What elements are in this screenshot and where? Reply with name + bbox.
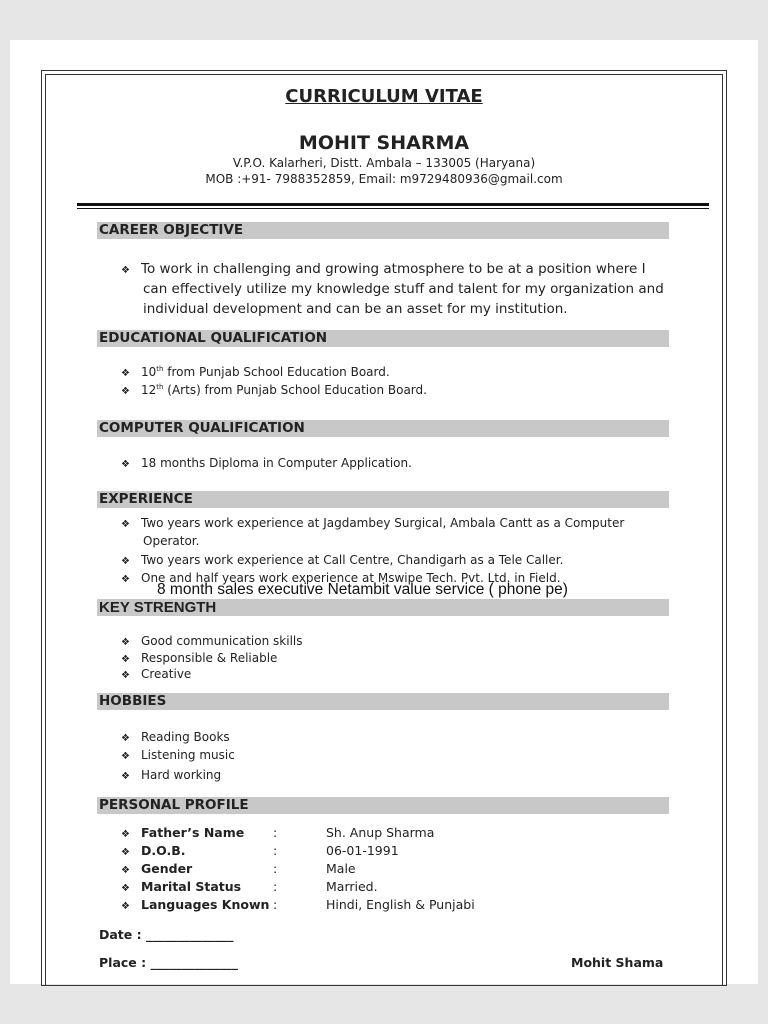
bullet-icon: ❖ [121, 829, 130, 840]
signature-name: Mohit Shama [571, 955, 664, 970]
bullet-icon: ❖ [121, 751, 130, 762]
profile-label-gender: ❖ Gender [121, 861, 193, 876]
profile-value-father: Sh. Anup Sharma [326, 825, 435, 840]
cv-page [10, 40, 758, 984]
education-item-1: ❖ 10th from Punjab School Education Board. [121, 365, 390, 379]
profile-colon: : [273, 825, 278, 840]
strength-item-1: ❖ Good communication skills [121, 634, 303, 648]
bullet-icon: ❖ [121, 556, 130, 567]
bullet-icon: ❖ [121, 654, 130, 665]
bullet-icon: ❖ [121, 368, 130, 379]
profile-colon: : [273, 897, 278, 912]
career-line-2: can effectively utilize my knowledge stuff and talent for my organization and [143, 281, 664, 297]
career-line-3: individual development and can be an asset for my institution. [143, 301, 568, 317]
bullet-icon: ❖ [121, 883, 130, 894]
section-computer: COMPUTER QUALIFICATION [97, 420, 669, 437]
contact-line: MOB :+91- 7988352859, Email: m9729480936@gmail.com [205, 172, 563, 186]
profile-value-dob: 06-01-1991 [326, 843, 399, 858]
bullet-icon: ❖ [121, 901, 130, 912]
section-education: EDUCATIONAL QUALIFICATION [97, 330, 669, 347]
place-line: Place : ______________ [99, 955, 238, 970]
bullet-icon: ❖ [121, 847, 130, 858]
profile-value-languages: Hindi, English & Punjabi [326, 897, 475, 912]
profile-value-gender: Male [326, 861, 356, 876]
experience-item-3: ❖ One and half years work experience at Mswipe Tech. Pvt. Ltd. in Field. [121, 571, 561, 585]
section-career-objective: CAREER OBJECTIVE [97, 222, 669, 239]
experience-item-1-cont: Operator. [143, 534, 200, 548]
bullet-icon: ❖ [121, 459, 130, 470]
bullet-icon: ❖ [121, 771, 130, 782]
bullet-icon: ❖ [121, 265, 130, 276]
bullet-icon: ❖ [121, 865, 130, 876]
bullet-icon: ❖ [121, 637, 130, 648]
profile-value-marital: Married. [326, 879, 378, 894]
strength-item-3: ❖ Creative [121, 667, 192, 681]
hobby-item-2: ❖ Listening music [121, 748, 235, 762]
profile-label-marital: ❖ Marital Status [121, 879, 242, 894]
profile-label-dob: ❖ D.O.B. [121, 843, 186, 858]
document-title: CURRICULUM VITAE [285, 86, 483, 107]
profile-colon: : [273, 843, 278, 858]
hobby-item-1: ❖ Reading Books [121, 730, 230, 744]
bullet-icon: ❖ [121, 386, 130, 397]
hobby-item-3: ❖ Hard working [121, 768, 222, 782]
section-key-strength: KEY STRENGTH [97, 599, 669, 616]
bullet-icon: ❖ [121, 670, 130, 681]
career-line-1: ❖ To work in challenging and growing atmosphere to be at a position where I [121, 261, 646, 277]
header-rule-thin [77, 208, 709, 209]
education-item-2: ❖ 12th (Arts) from Punjab School Education Board. [121, 383, 427, 397]
profile-label-languages: ❖ Languages Known [121, 897, 270, 912]
strength-item-2: ❖ Responsible & Reliable [121, 651, 278, 665]
candidate-name: MOHIT SHARMA [298, 132, 470, 154]
bullet-icon: ❖ [121, 733, 130, 744]
profile-colon: : [273, 879, 278, 894]
section-experience: EXPERIENCE [97, 491, 669, 508]
address-line: V.P.O. Kalarheri, Distt. Ambala – 133005 (Haryana) [232, 156, 536, 170]
section-personal-profile: PERSONAL PROFILE [97, 797, 669, 814]
experience-item-1: ❖ Two years work experience at Jagdambey Surgical, Ambala Cantt as a Computer [121, 516, 625, 530]
experience-item-2: ❖ Two years work experience at Call Centre, Chandigarh as a Tele Caller. [121, 553, 564, 567]
section-hobbies: HOBBIES [97, 693, 669, 710]
header-rule-thick [77, 203, 709, 206]
profile-label-father: ❖ Father’s Name [121, 825, 245, 840]
experience-added-line: 8 month sales executive Netambit value service ( phone pe) [157, 581, 568, 598]
bullet-icon: ❖ [121, 574, 130, 585]
bullet-icon: ❖ [121, 519, 130, 530]
profile-colon: : [273, 861, 278, 876]
computer-item-1: ❖ 18 months Diploma in Computer Application. [121, 456, 412, 470]
date-line: Date : ______________ [99, 927, 234, 942]
